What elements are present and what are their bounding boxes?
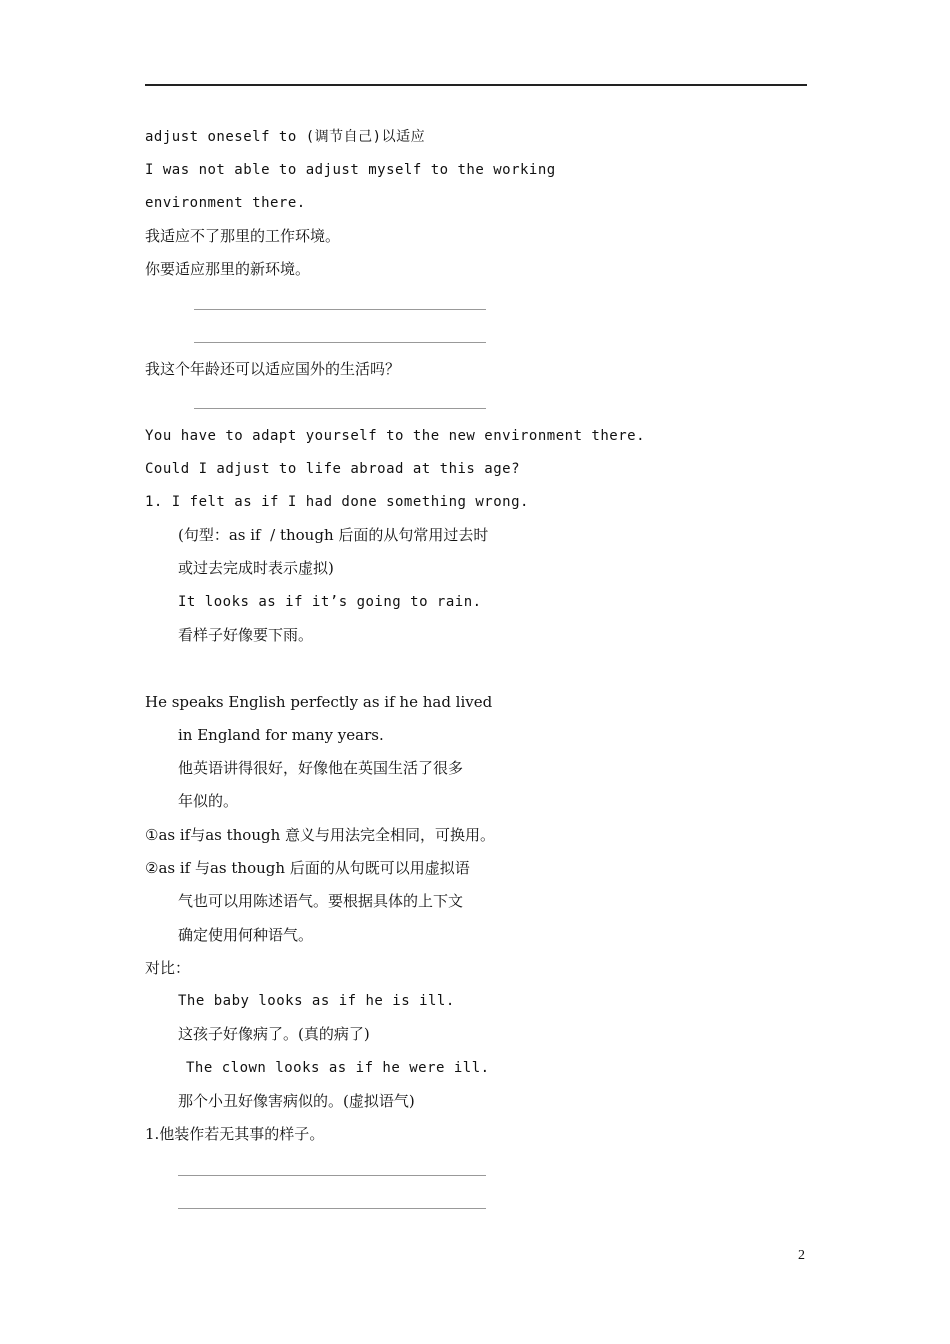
text-line: I was not able to adjust myself to the working (145, 162, 556, 178)
text-line: 气也可以用陈述语气。要根据具体的上下文 (178, 892, 464, 910)
text-line: 那个小丑好像害病似的。(虚拟语气) (178, 1092, 415, 1110)
page-number: 2 (798, 1248, 805, 1263)
answer-blank (194, 342, 486, 343)
text-line: It looks as if it’s going to rain. (178, 594, 482, 610)
header-rule (145, 84, 807, 86)
text-line: 确定使用何种语气。 (178, 926, 314, 944)
text-line: adjust oneself to (调节自己)以适应 (145, 129, 426, 145)
answer-blank (194, 408, 486, 409)
text-line: 他英语讲得很好，好像他在英国生活了很多 (178, 759, 464, 777)
text-line: You have to adapt yourself to the new environment there. (145, 428, 646, 444)
text-line: 年似的。 (178, 792, 239, 810)
answer-blank (178, 1208, 486, 1209)
text-line: environment there. (145, 195, 306, 211)
text-line: 看样子好像要下雨。 (178, 626, 314, 644)
text-line: ②as if 与as though 后面的从句既可以用虚拟语 (145, 859, 470, 877)
text-line: 或过去完成时表示虚拟) (178, 559, 334, 577)
text-line: 对比： (145, 959, 191, 977)
text-line: 这孩子好像病了。(真的病了) (178, 1025, 370, 1043)
text-line: Could I adjust to life abroad at this age? (145, 461, 521, 477)
text-line: 你要适应那里的新环境。 (145, 260, 311, 278)
text-line: 我适应不了那里的工作环境。 (145, 227, 341, 245)
answer-blank (178, 1175, 486, 1176)
text-line: (句型：as if / though 后面的从句常用过去时 (178, 526, 489, 544)
text-line: He speaks English perfectly as if he had lived (145, 693, 493, 711)
text-line: The clown looks as if he were ill. (186, 1060, 490, 1076)
text-line: ①as if与as though 意义与用法完全相同，可换用。 (145, 826, 496, 844)
text-line: The baby looks as if he is ill. (178, 993, 455, 1009)
answer-blank (194, 309, 486, 310)
text-line: 我这个年龄还可以适应国外的生活吗？ (145, 360, 401, 378)
text-line: in England for many years. (178, 726, 384, 744)
text-line: 1.他装作若无其事的样子。 (145, 1125, 325, 1143)
text-line: 1. I felt as if I had done something wrong. (145, 494, 529, 510)
